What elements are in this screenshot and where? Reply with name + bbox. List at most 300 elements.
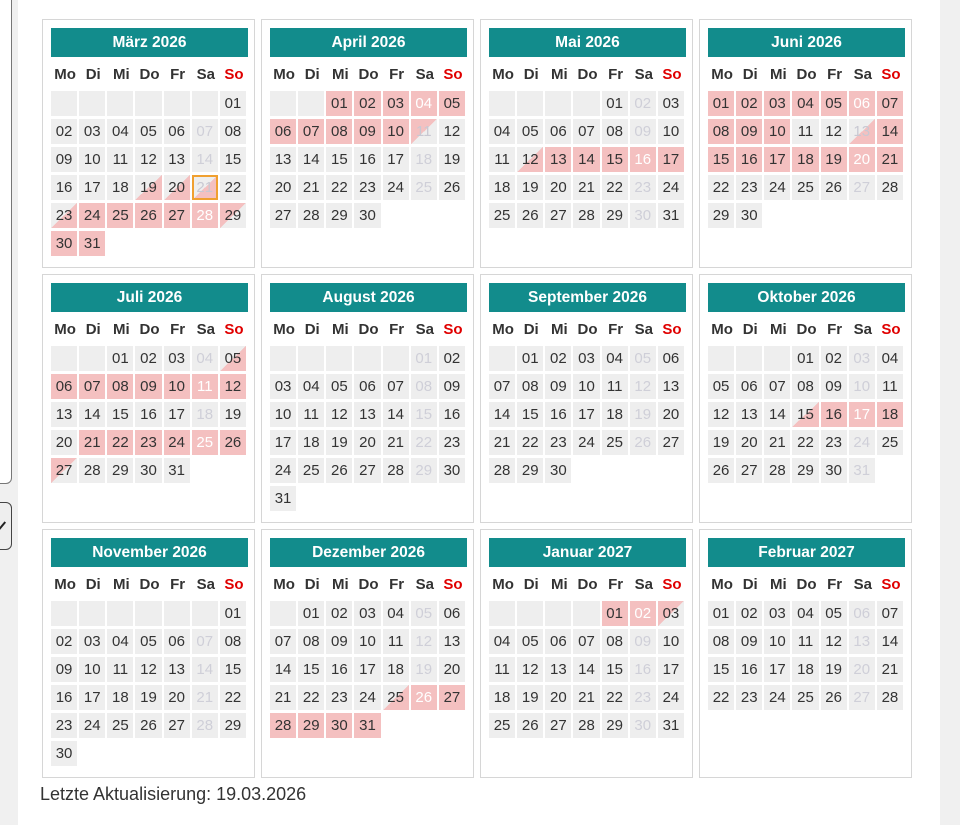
- day-cell: 30: [545, 458, 571, 483]
- day-cell: 31: [849, 458, 875, 483]
- day-cell: 19: [326, 430, 352, 455]
- day-cell: 10: [573, 374, 599, 399]
- day-cell: 03: [849, 346, 875, 371]
- day-cell: 25: [792, 175, 818, 200]
- month-card: [480, 274, 693, 523]
- day-cell: 23: [545, 430, 571, 455]
- day-cell: 06: [164, 629, 190, 654]
- day-cell: 08: [220, 629, 246, 654]
- day-cell: 30: [736, 203, 762, 228]
- day-cell: 25: [489, 203, 515, 228]
- day-cell: 29: [298, 713, 324, 738]
- day-cell: 04: [792, 601, 818, 626]
- day-cell: 29: [517, 458, 543, 483]
- day-cell: 02: [630, 601, 656, 626]
- day-cell: 14: [877, 119, 903, 144]
- day-cell: 28: [192, 203, 218, 228]
- weekday-label: Di: [85, 321, 101, 338]
- day-cell: 21: [192, 175, 218, 200]
- weekday-header: [270, 64, 467, 86]
- empty-day-cell: [708, 346, 734, 371]
- weekday-label: Mo: [273, 576, 295, 593]
- day-cell: 11: [107, 657, 133, 682]
- day-cell: 13: [439, 629, 465, 654]
- day-grid: [489, 91, 686, 228]
- day-cell: 25: [877, 430, 903, 455]
- weekday-label: Sa: [853, 66, 872, 83]
- day-cell: 26: [411, 685, 437, 710]
- day-cell: 19: [630, 402, 656, 427]
- weekday-label: Fr: [608, 576, 624, 593]
- day-cell: 15: [602, 657, 628, 682]
- day-cell: 12: [821, 119, 847, 144]
- day-cell: 07: [383, 374, 409, 399]
- day-cell: 10: [79, 147, 105, 172]
- day-cell: 28: [270, 713, 296, 738]
- weekday-label: So: [443, 321, 463, 338]
- day-cell: 26: [821, 685, 847, 710]
- day-cell: 21: [79, 430, 105, 455]
- weekday-header: [270, 574, 467, 596]
- day-cell: 24: [573, 430, 599, 455]
- day-cell: 11: [192, 374, 218, 399]
- day-cell: 30: [354, 203, 380, 228]
- day-cell: 23: [630, 175, 656, 200]
- day-cell: 10: [383, 119, 409, 144]
- day-cell: 15: [326, 147, 352, 172]
- day-cell: 12: [708, 402, 734, 427]
- day-cell: 16: [51, 685, 77, 710]
- day-cell: 26: [517, 203, 543, 228]
- day-cell: 29: [411, 458, 437, 483]
- weekday-label: Mi: [770, 66, 787, 83]
- day-cell: 31: [354, 713, 380, 738]
- day-cell: 11: [877, 374, 903, 399]
- weekday-label: Di: [85, 576, 101, 593]
- day-cell: 09: [821, 374, 847, 399]
- day-cell: 03: [164, 346, 190, 371]
- weekday-header: [708, 574, 905, 596]
- day-cell: 05: [439, 91, 465, 116]
- day-cell: 19: [411, 657, 437, 682]
- weekday-label: Di: [523, 321, 539, 338]
- weekday-label: Di: [742, 66, 758, 83]
- empty-day-cell: [164, 601, 190, 626]
- weekday-label: Fr: [170, 66, 186, 83]
- day-cell: 21: [298, 175, 324, 200]
- day-grid: [489, 346, 686, 483]
- weekday-label: Fr: [389, 576, 405, 593]
- day-cell: 08: [708, 119, 734, 144]
- weekday-label: Mo: [54, 66, 76, 83]
- day-cell: 27: [849, 175, 875, 200]
- weekday-label: Do: [577, 66, 598, 83]
- day-cell: 20: [736, 430, 762, 455]
- day-cell: 15: [107, 402, 133, 427]
- day-cell: 06: [51, 374, 77, 399]
- day-cell: 16: [135, 402, 161, 427]
- day-cell: 08: [792, 374, 818, 399]
- day-cell: 31: [658, 713, 684, 738]
- day-cell: 20: [439, 657, 465, 682]
- day-cell: 29: [220, 203, 246, 228]
- day-cell: 12: [517, 657, 543, 682]
- month-title: November 2026: [51, 538, 248, 567]
- day-cell: 11: [602, 374, 628, 399]
- weekday-header: [708, 319, 905, 341]
- empty-day-cell: [354, 346, 380, 371]
- day-cell: 18: [383, 657, 409, 682]
- weekday-label: Mi: [770, 321, 787, 338]
- day-cell: 16: [736, 657, 762, 682]
- weekday-header: [489, 319, 686, 341]
- weekday-label: So: [224, 66, 244, 83]
- month-card: [480, 529, 693, 778]
- weekday-label: Mi: [332, 321, 349, 338]
- day-cell: 03: [573, 346, 599, 371]
- day-cell: 23: [821, 430, 847, 455]
- day-cell: 03: [354, 601, 380, 626]
- day-cell: 27: [354, 458, 380, 483]
- day-cell: 12: [135, 147, 161, 172]
- day-cell: 22: [298, 685, 324, 710]
- month-title: Dezember 2026: [270, 538, 467, 567]
- day-cell: 15: [220, 657, 246, 682]
- month-card: [42, 529, 255, 778]
- day-cell: 22: [517, 430, 543, 455]
- weekday-label: Di: [523, 576, 539, 593]
- day-cell: 11: [792, 629, 818, 654]
- weekday-label: Fr: [170, 321, 186, 338]
- day-cell: 15: [220, 147, 246, 172]
- day-cell: 25: [411, 175, 437, 200]
- day-cell: 26: [517, 713, 543, 738]
- day-cell: 08: [107, 374, 133, 399]
- day-cell: 04: [107, 119, 133, 144]
- day-cell: 02: [326, 601, 352, 626]
- day-cell: 05: [708, 374, 734, 399]
- weekday-label: Do: [139, 321, 160, 338]
- day-cell: 25: [192, 430, 218, 455]
- day-cell: 02: [354, 91, 380, 116]
- day-cell: 27: [658, 430, 684, 455]
- day-cell: 12: [517, 147, 543, 172]
- day-cell: 20: [849, 147, 875, 172]
- day-cell: 26: [220, 430, 246, 455]
- weekday-label: So: [443, 66, 463, 83]
- day-cell: 21: [489, 430, 515, 455]
- day-cell: 15: [792, 402, 818, 427]
- empty-day-cell: [79, 91, 105, 116]
- day-cell: 13: [51, 402, 77, 427]
- day-cell: 22: [220, 685, 246, 710]
- empty-day-cell: [192, 601, 218, 626]
- day-cell: 07: [877, 91, 903, 116]
- day-cell: 23: [736, 175, 762, 200]
- day-cell: 15: [602, 147, 628, 172]
- day-cell: 24: [79, 203, 105, 228]
- day-cell: 16: [821, 402, 847, 427]
- day-cell: 16: [545, 402, 571, 427]
- weekday-label: Sa: [853, 576, 872, 593]
- day-cell: 22: [602, 175, 628, 200]
- day-cell: 27: [439, 685, 465, 710]
- day-cell: 29: [792, 458, 818, 483]
- weekday-label: Mi: [113, 576, 130, 593]
- day-cell: 28: [383, 458, 409, 483]
- empty-day-cell: [51, 346, 77, 371]
- weekday-label: Do: [577, 321, 598, 338]
- weekday-label: Mo: [492, 321, 514, 338]
- day-cell: 12: [220, 374, 246, 399]
- weekday-label: Fr: [608, 66, 624, 83]
- day-cell: 05: [135, 629, 161, 654]
- last-update-text: Letzte Aktualisierung: 19.03.2026: [40, 784, 307, 804]
- day-cell: 04: [107, 629, 133, 654]
- day-cell: 19: [517, 685, 543, 710]
- day-cell: 09: [736, 119, 762, 144]
- day-cell: 07: [489, 374, 515, 399]
- day-cell: 19: [220, 402, 246, 427]
- day-cell: 20: [545, 175, 571, 200]
- day-cell: 07: [79, 374, 105, 399]
- day-cell: 14: [573, 657, 599, 682]
- day-cell: 01: [298, 601, 324, 626]
- day-cell: 31: [79, 231, 105, 256]
- day-cell: 05: [517, 629, 543, 654]
- day-cell: 22: [708, 175, 734, 200]
- day-cell: 08: [220, 119, 246, 144]
- day-cell: 03: [270, 374, 296, 399]
- left-panel-frame: [0, 0, 12, 484]
- day-cell: 08: [602, 629, 628, 654]
- day-cell: 02: [545, 346, 571, 371]
- day-cell: 06: [658, 346, 684, 371]
- day-cell: 22: [220, 175, 246, 200]
- day-cell: 25: [602, 430, 628, 455]
- day-cell: 25: [107, 203, 133, 228]
- day-cell: 18: [411, 147, 437, 172]
- day-cell: 24: [270, 458, 296, 483]
- day-cell: 24: [658, 685, 684, 710]
- empty-day-cell: [51, 91, 77, 116]
- day-cell: 01: [708, 601, 734, 626]
- day-cell: 20: [51, 430, 77, 455]
- day-cell: 16: [51, 175, 77, 200]
- day-cell: 22: [107, 430, 133, 455]
- day-cell: 04: [411, 91, 437, 116]
- weekday-label: Do: [796, 576, 817, 593]
- day-cell: 17: [658, 147, 684, 172]
- weekday-label: Di: [304, 576, 320, 593]
- day-cell: 19: [708, 430, 734, 455]
- day-cell: 24: [764, 685, 790, 710]
- weekday-label: Sa: [634, 66, 653, 83]
- day-cell: 10: [164, 374, 190, 399]
- weekday-label: Sa: [196, 321, 215, 338]
- day-cell: 10: [354, 629, 380, 654]
- weekday-label: So: [224, 576, 244, 593]
- weekday-header: [270, 319, 467, 341]
- day-cell: 31: [270, 486, 296, 511]
- month-card: [261, 19, 474, 268]
- day-cell: 10: [270, 402, 296, 427]
- day-cell: 11: [489, 147, 515, 172]
- day-cell: 05: [630, 346, 656, 371]
- day-cell: 29: [708, 203, 734, 228]
- day-cell: 03: [79, 119, 105, 144]
- day-cell: 03: [764, 91, 790, 116]
- weekday-label: Mi: [551, 321, 568, 338]
- weekday-label: Mo: [273, 321, 295, 338]
- day-cell: 06: [545, 119, 571, 144]
- empty-day-cell: [79, 601, 105, 626]
- day-cell: 30: [630, 203, 656, 228]
- day-cell: 03: [764, 601, 790, 626]
- empty-day-cell: [51, 601, 77, 626]
- day-cell: 18: [489, 175, 515, 200]
- day-cell: 16: [736, 147, 762, 172]
- weekday-label: So: [662, 321, 682, 338]
- day-cell: 05: [326, 374, 352, 399]
- day-cell: 06: [849, 601, 875, 626]
- chevron-down-icon[interactable]: [0, 502, 12, 550]
- day-grid: [708, 601, 905, 710]
- day-cell: 09: [545, 374, 571, 399]
- weekday-header: [51, 319, 248, 341]
- day-cell: 27: [164, 713, 190, 738]
- empty-day-cell: [573, 91, 599, 116]
- weekday-label: Mo: [54, 321, 76, 338]
- day-cell: 19: [135, 175, 161, 200]
- day-grid: [51, 91, 248, 256]
- weekday-label: Sa: [196, 576, 215, 593]
- day-cell: 21: [192, 685, 218, 710]
- day-cell: 23: [439, 430, 465, 455]
- day-cell: 27: [545, 203, 571, 228]
- day-cell: 26: [821, 175, 847, 200]
- day-cell: 01: [326, 91, 352, 116]
- day-cell: 29: [602, 713, 628, 738]
- day-cell: 08: [411, 374, 437, 399]
- weekday-label: Mo: [492, 66, 514, 83]
- day-grid: [51, 346, 248, 483]
- day-cell: 21: [573, 685, 599, 710]
- day-grid: [270, 91, 467, 228]
- day-cell: 08: [708, 629, 734, 654]
- day-cell: 25: [792, 685, 818, 710]
- day-cell: 27: [545, 713, 571, 738]
- weekday-label: Sa: [415, 576, 434, 593]
- day-cell: 10: [849, 374, 875, 399]
- day-cell: 12: [439, 119, 465, 144]
- day-cell: 27: [270, 203, 296, 228]
- day-cell: 14: [764, 402, 790, 427]
- day-grid: [489, 601, 686, 738]
- day-cell: 01: [107, 346, 133, 371]
- day-cell: 10: [658, 119, 684, 144]
- weekday-label: Mo: [54, 576, 76, 593]
- day-cell: 10: [658, 629, 684, 654]
- day-cell: 09: [326, 629, 352, 654]
- day-cell: 20: [164, 175, 190, 200]
- day-cell: 15: [708, 657, 734, 682]
- day-cell: 16: [439, 402, 465, 427]
- day-cell: 03: [658, 91, 684, 116]
- day-cell: 05: [220, 346, 246, 371]
- day-cell: 01: [602, 91, 628, 116]
- day-cell: 30: [51, 231, 77, 256]
- day-cell: 21: [270, 685, 296, 710]
- day-cell: 30: [51, 741, 77, 766]
- day-cell: 20: [354, 430, 380, 455]
- day-cell: 11: [383, 629, 409, 654]
- day-cell: 31: [658, 203, 684, 228]
- weekday-header: [51, 64, 248, 86]
- day-cell: 09: [51, 147, 77, 172]
- day-cell: 29: [107, 458, 133, 483]
- day-grid: [270, 601, 467, 738]
- day-cell: 22: [326, 175, 352, 200]
- day-cell: 18: [792, 657, 818, 682]
- empty-day-cell: [135, 91, 161, 116]
- day-cell: 04: [489, 119, 515, 144]
- weekday-label: Mi: [551, 66, 568, 83]
- day-cell: 28: [573, 203, 599, 228]
- day-cell: 22: [602, 685, 628, 710]
- weekday-label: Mi: [551, 576, 568, 593]
- day-grid: [270, 346, 467, 511]
- day-grid: [51, 601, 248, 766]
- day-cell: 10: [79, 657, 105, 682]
- weekday-label: Sa: [634, 321, 653, 338]
- weekday-label: So: [881, 66, 901, 83]
- day-cell: 04: [298, 374, 324, 399]
- day-cell: 07: [192, 629, 218, 654]
- day-cell: 02: [736, 601, 762, 626]
- month-title: Mai 2026: [489, 28, 686, 57]
- day-cell: 18: [602, 402, 628, 427]
- weekday-label: Do: [139, 576, 160, 593]
- day-cell: 24: [164, 430, 190, 455]
- day-cell: 12: [821, 629, 847, 654]
- day-cell: 11: [489, 657, 515, 682]
- day-cell: 13: [849, 629, 875, 654]
- day-cell: 14: [79, 402, 105, 427]
- day-cell: 20: [164, 685, 190, 710]
- day-cell: 03: [79, 629, 105, 654]
- calendar-grid: [42, 19, 914, 781]
- empty-day-cell: [164, 91, 190, 116]
- day-cell: 07: [270, 629, 296, 654]
- month-title: März 2026: [51, 28, 248, 57]
- day-cell: 26: [708, 458, 734, 483]
- day-cell: 29: [220, 713, 246, 738]
- day-cell: 17: [354, 657, 380, 682]
- day-cell: 12: [630, 374, 656, 399]
- day-cell: 21: [573, 175, 599, 200]
- weekday-label: Mi: [770, 576, 787, 593]
- day-cell: 08: [517, 374, 543, 399]
- day-cell: 02: [821, 346, 847, 371]
- day-cell: 08: [298, 629, 324, 654]
- day-cell: 09: [439, 374, 465, 399]
- day-cell: 07: [573, 119, 599, 144]
- day-cell: 28: [573, 713, 599, 738]
- weekday-label: Sa: [634, 576, 653, 593]
- day-cell: 18: [107, 175, 133, 200]
- weekday-label: Do: [139, 66, 160, 83]
